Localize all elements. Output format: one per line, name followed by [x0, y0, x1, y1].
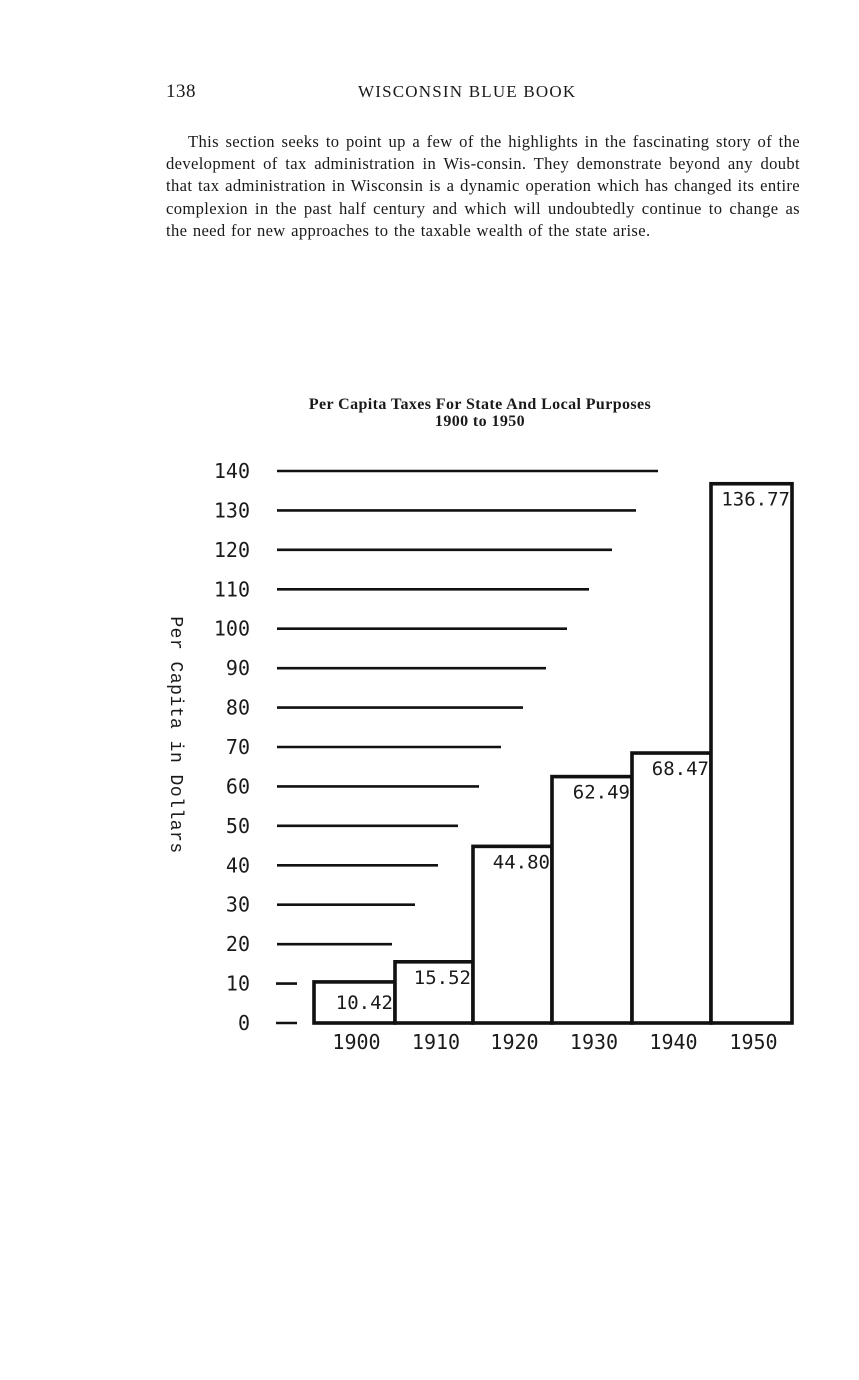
y-tick-label: 20 [225, 932, 250, 957]
x-tick-label: 1920 [490, 1030, 539, 1054]
bar-1930 [552, 777, 632, 1023]
body-paragraph: This section seeks to point up a few of the highlights in the fascinating story of the development of tax administration in Wis-consin. They demonstrate beyond any doubt that tax administration in Wisconsin is a dynamic operation which has changed its entire complexion in the past half century and which will undoubtedly continue to change as the need for new approaches to the taxable wealth of the state arise. [166, 132, 800, 240]
y-tick-label: 120 [213, 537, 250, 562]
y-tick-label: 60 [225, 774, 250, 799]
running-head: WISCONSIN BLUE BOOK [358, 82, 577, 101]
bar-1940 [632, 753, 711, 1023]
bar-value-label: 62.49 [572, 781, 630, 804]
y-tick-label: 40 [225, 853, 250, 878]
x-tick-label: 1900 [332, 1030, 381, 1054]
y-tick-label: 30 [225, 892, 250, 917]
y-tick-labels [214, 459, 250, 1035]
bar-value-label: 10.42 [335, 991, 393, 1014]
y-tick-label: 10 [225, 971, 250, 996]
y-tick-label: 100 [213, 616, 250, 641]
y-tick-label: 140 [213, 459, 250, 483]
chart-title-line-2: 1900 to 1950 [434, 413, 526, 430]
chart-title-line-1: Per Capita Taxes For State And Local Purposes [308, 396, 652, 413]
bar-value-label: 15.52 [413, 966, 471, 989]
y-tick-label: 110 [213, 577, 250, 602]
bar-value-label: 68.47 [651, 758, 709, 781]
bar-value-label: 136.77 [721, 488, 790, 511]
x-tick-label: 1930 [569, 1030, 619, 1054]
bar-1950 [711, 484, 792, 1023]
x-tick-label: 1950 [729, 1030, 778, 1054]
y-tick-label: 90 [225, 656, 250, 681]
bars [314, 484, 792, 1023]
page-number: 138 [166, 81, 196, 102]
x-tick-label: 1910 [411, 1030, 461, 1054]
bar-value-label: 44.80 [492, 851, 550, 874]
x-tick-labels [332, 1030, 777, 1054]
y-tick-label: 80 [225, 695, 250, 720]
y-tick-label: 0 [237, 1011, 250, 1035]
y-tick-label: 70 [225, 735, 250, 759]
y-tick-label: 130 [213, 498, 250, 523]
y-axis-label: Per Capita in Dollars [165, 616, 185, 854]
x-tick-label: 1940 [649, 1030, 698, 1054]
y-tick-label: 50 [225, 813, 250, 838]
